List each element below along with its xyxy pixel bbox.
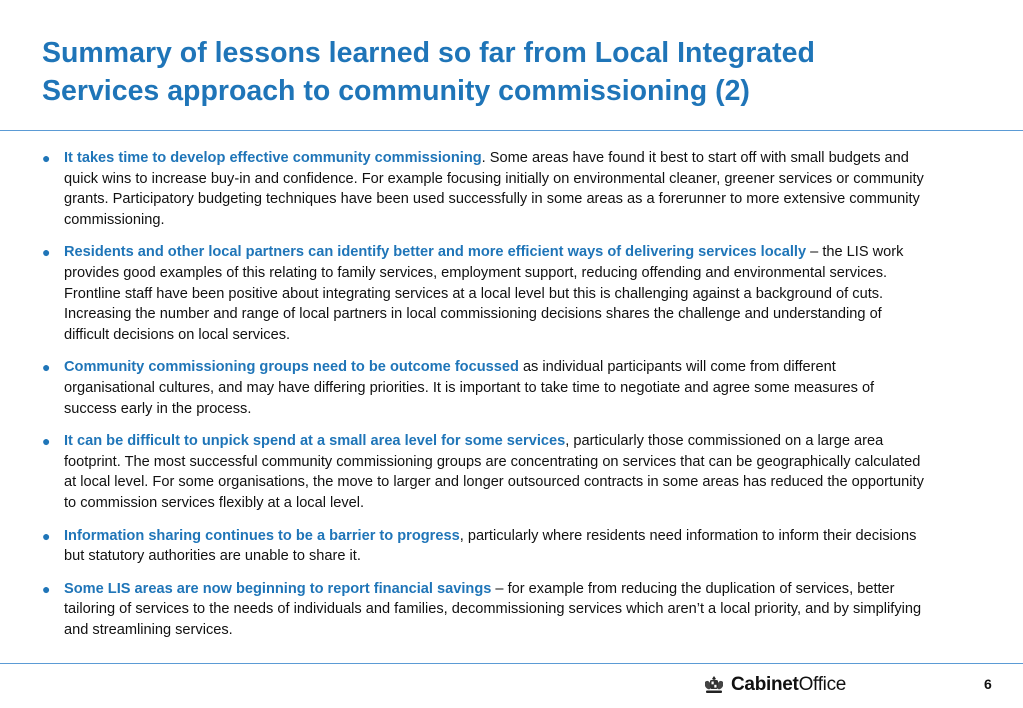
bullet-lead: Some LIS areas are now beginning to report financial savings	[64, 580, 492, 597]
bullet-text: . Some areas have found it best to start off with small budgets and quick wins to increase buy-in and confidence. For example focusing initially on environmental cleaner, greener services or community grants. Participatory budgeting techniques have been used successfully in some areas as a forerunner to more extensive community commissioning.	[64, 150, 924, 228]
bullet-icon: ●	[42, 359, 51, 376]
bullet-lead: Residents and other local partners can identify better and more efficient ways of delivering services locally	[64, 244, 807, 261]
bullet-item	[42, 431, 927, 513]
title-divider	[0, 130, 1023, 131]
bullet-icon: ●	[42, 580, 51, 597]
bullet-icon: ●	[42, 527, 51, 544]
footer-divider	[0, 663, 1023, 664]
logo-wordmark-regular: Office	[798, 674, 847, 695]
bullet-text: – for example from reducing the duplication of services, better tailoring of services to the needs of individuals and families, decommissioning services which aren’t a local priority, and by simplifying and streamlining services.	[64, 580, 922, 638]
royal-crest-icon	[703, 675, 725, 695]
bullet-text: – the LIS work provides good examples of this relating to family services, employment support, reducing offending and environmental services. Frontline staff have been positive about integrating services at a local level but this is challenging against a background of cuts. Increasing the number and range of local partners in local commissioning decisions shares the challenge and understanding of difficult decisions on local services.	[64, 244, 904, 343]
bullet-item	[42, 579, 927, 641]
slide-title-line: Summary of lessons learned so far from Local Integrated	[42, 37, 815, 69]
bullet-list	[42, 148, 927, 652]
slide-title-line: Services approach to community commissioning (2)	[42, 75, 750, 107]
cabinet-office-logo	[703, 672, 846, 698]
logo-wordmark	[731, 674, 846, 696]
bullet-text: , particularly those commissioned on a large area footprint. The most successful community commissioning groups are concentrating on services that can be geographically calculated at local level. For some organisations, the move to larger and longer outsourced contracts in some areas has reduced the opportunity to commission services flexibly at a local level.	[64, 433, 924, 511]
bullet-lead: Community commissioning groups need to be outcome focussed	[64, 359, 519, 376]
bullet-icon: ●	[42, 150, 51, 166]
bullet-item	[42, 148, 927, 230]
bullet-text: as individual participants will come from different organisational cultures, and may have differing priorities. It is important to take time to negotiate and agree some measures of success early in the process.	[64, 359, 875, 417]
page-number: 6	[984, 676, 992, 692]
slide-title	[42, 34, 982, 110]
bullet-item	[42, 242, 927, 345]
bullet-text: , particularly where residents need information to inform their decisions but statutory authorities are unable to share it.	[64, 527, 917, 565]
bullet-lead: It takes time to develop effective community commissioning	[64, 150, 482, 166]
bullet-lead: Information sharing continues to be a barrier to progress	[64, 527, 460, 544]
logo-wordmark-bold: Cabinet	[731, 674, 799, 695]
bullet-item	[42, 357, 927, 419]
bullet-icon: ●	[42, 433, 51, 450]
bullet-item	[42, 526, 927, 567]
bullet-lead: It can be difficult to unpick spend at a small area level for some services	[64, 433, 566, 450]
bullet-icon: ●	[42, 244, 51, 261]
